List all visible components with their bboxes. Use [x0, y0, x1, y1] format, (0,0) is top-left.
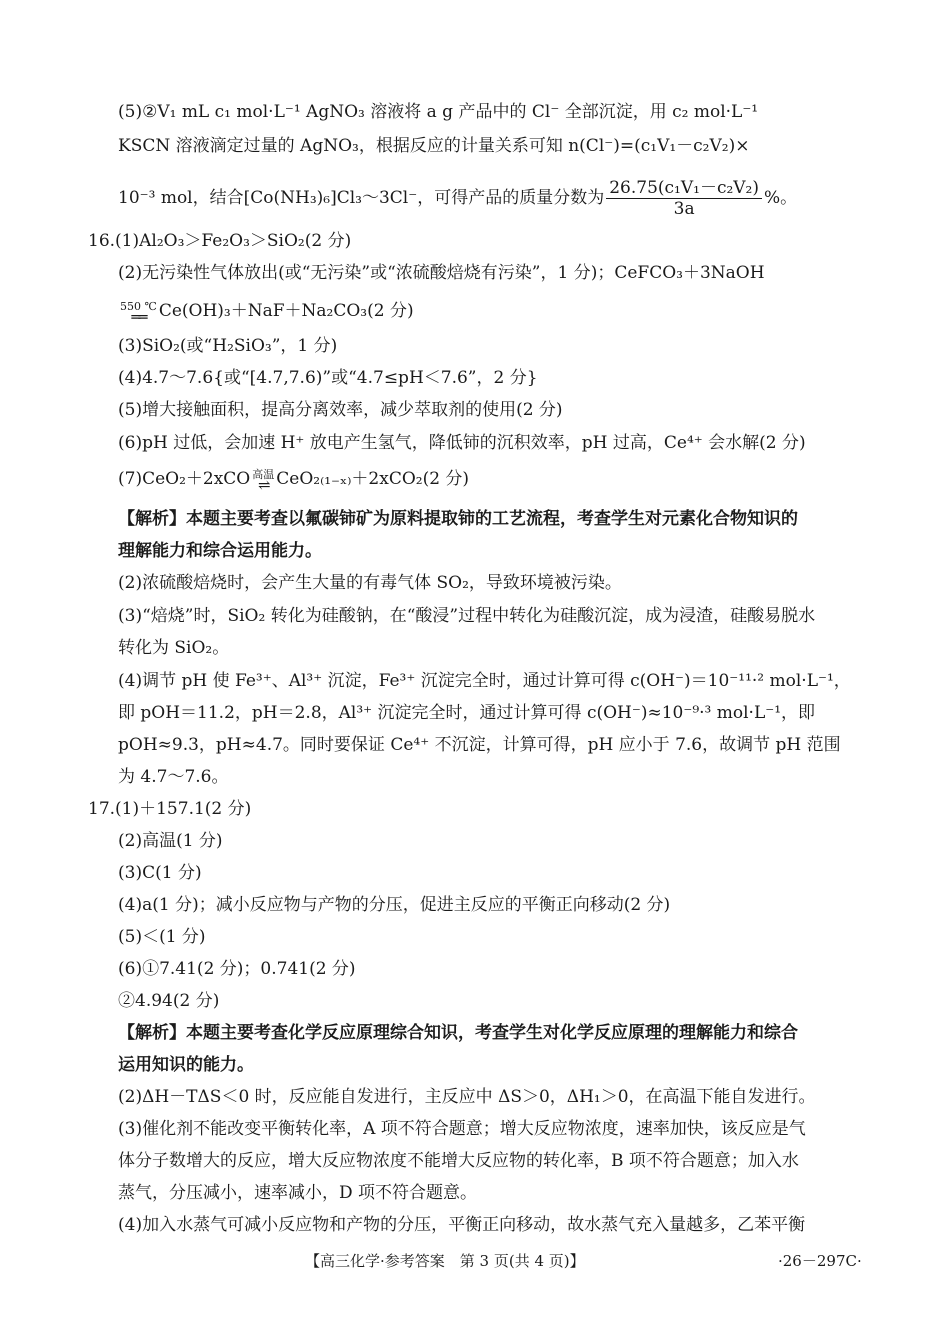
fraction-numerator: 26.75(c₁V₁－c₂V₂) [606, 178, 762, 199]
text-line: 【解析】本题主要考查化学反应原理综合知识，考查学生对化学反应原理的理解能力和综合 [118, 1023, 798, 1043]
text-line: (5)②V₁ mL c₁ mol·L⁻¹ AgNO₃ 溶液将 a g 产品中的 Cl⁻ 全部沉淀，用 c₂ mol·L⁻¹ [118, 102, 759, 122]
text-line: (2)高温(1 分) [118, 831, 223, 851]
text-line: (5)＜(1 分) [118, 927, 206, 947]
q15-mass-fraction-line [118, 178, 797, 219]
q15-text-before-fraction: 10⁻³ mol，结合[Co(NH₃)₆]Cl₃～3Cl⁻，可得产品的质量分数为 [118, 188, 605, 208]
equation-products: Ce(OH)₃＋NaF＋Na₂CO₃(2 分) [158, 301, 414, 321]
equation-products: CeO₂₍₁₋ₓ₎＋2xCO₂(2 分) [276, 469, 470, 489]
q16-7-equation-line [118, 466, 469, 492]
text-line: 理解能力和综合运用能力。 [118, 541, 322, 561]
text-line: 为 4.7～7.6。 [118, 767, 229, 787]
text-line: 蒸气，分压减小，速率减小，D 项不符合题意。 [118, 1183, 478, 1203]
text-line: ②4.94(2 分) [118, 991, 220, 1011]
q16-2-equation-line [118, 298, 414, 324]
text-line: KSCN 溶液滴定过量的 AgNO₃，根据反应的计量关系可知 n(Cl⁻)=(c₁V₁－c₂V₂)× [118, 136, 750, 156]
text-line: (6)pH 过低，会加速 H⁺ 放电产生氢气，降低铈的沉积效率，pH 过高，Ce⁴⁺ 会水解(2 分) [118, 433, 806, 453]
reaction-condition: 550 ℃ [120, 299, 157, 313]
text-line: (4)加入水蒸气可减小反应物和产物的分压，平衡正向移动，故水蒸气充入量越多，乙苯平衡 [118, 1215, 806, 1235]
text-line: (6)①7.41(2 分)；0.741(2 分) [118, 959, 356, 979]
text-line: (4)a(1 分)；减小反应物与产物的分压，促进主反应的平衡正向移动(2 分) [118, 895, 671, 915]
equals-arrow-icon: ══ [131, 307, 146, 326]
text-line: (2)无污染性气体放出(或“无污染”或“浓硫酸焙烧有污染”，1 分)；CeFCO₃＋3NaOH [118, 263, 765, 283]
text-line: 体分子数增大的反应，增大反应物浓度不能增大反应物的转化率，B 项不符合题意；加入水 [118, 1151, 799, 1171]
text-line: 16.(1)Al₂O₃＞Fe₂O₃＞SiO₂(2 分) [88, 231, 352, 251]
fraction-denominator: 3a [673, 199, 695, 219]
text-line: 【解析】本题主要考查以氟碳铈矿为原料提取铈的工艺流程，考查学生对元素化合物知识的 [118, 509, 798, 529]
reaction-condition: 高温 [252, 467, 275, 481]
text-line: (3)催化剂不能改变平衡转化率，A 项不符合题意；增大反应物浓度，速率加快，该反应是气 [118, 1119, 806, 1139]
text-line: pOH≈9.3，pH≈4.7。同时要保证 Ce⁴⁺ 不沉淀，计算可得，pH 应小于 7.6，故调节 pH 范围 [118, 735, 841, 755]
text-line: 17.(1)＋157.1(2 分) [88, 799, 252, 819]
text-line: 运用知识的能力。 [118, 1055, 254, 1075]
text-line: (2)浓硫酸焙烧时，会产生大量的有毒气体 SO₂，导致环境被污染。 [118, 573, 622, 593]
text-line: (4)调节 pH 使 Fe³⁺、Al³⁺ 沉淀，Fe³⁺ 沉淀完全时，通过计算可得 c(OH⁻)＝10⁻¹¹·² mol·L⁻¹， [118, 671, 851, 691]
reversible-arrow [252, 467, 275, 494]
text-line: 即 pOH＝11.2，pH＝2.8，Al³⁺ 沉淀完全时，通过计算可得 c(OH⁻)≈10⁻⁹·³ mol·L⁻¹，即 [118, 703, 816, 723]
footer-title: 【高三化学·参考答案 第 3 页(共 4 页)】 [305, 1252, 585, 1270]
text-line: (3)SiO₂(或“H₂SiO₃”，1 分) [118, 336, 338, 356]
text-line: (3)“焙烧”时，SiO₂ 转化为硅酸钠，在“酸浸”过程中转化为硅酸沉淀，成为浸渣，硅酸易脱水 [118, 606, 816, 626]
footer-page-code: ·26－297C· [778, 1252, 862, 1270]
equation-reactants: (7)CeO₂＋2xCO [118, 469, 251, 489]
text-line: (4)4.7～7.6{或“[4.7,7.6)”或“4.7≤pH＜7.6”，2 分} [118, 368, 538, 388]
reaction-condition-arrow [120, 299, 157, 326]
text-line: 转化为 SiO₂。 [118, 638, 230, 658]
reversible-arrow-icon: ⇌ [257, 475, 269, 494]
text-line: (2)ΔH－TΔS＜0 时，反应能自发进行，主反应中 ΔS＞0，ΔH₁＞0，在高温下能自发进行。 [118, 1087, 816, 1107]
text-line: (5)增大接触面积，提高分离效率，减少萃取剂的使用(2 分) [118, 400, 563, 420]
text-line: (3)C(1 分) [118, 863, 202, 883]
q15-text-after-fraction: %。 [764, 188, 798, 208]
mass-fraction [606, 178, 762, 219]
